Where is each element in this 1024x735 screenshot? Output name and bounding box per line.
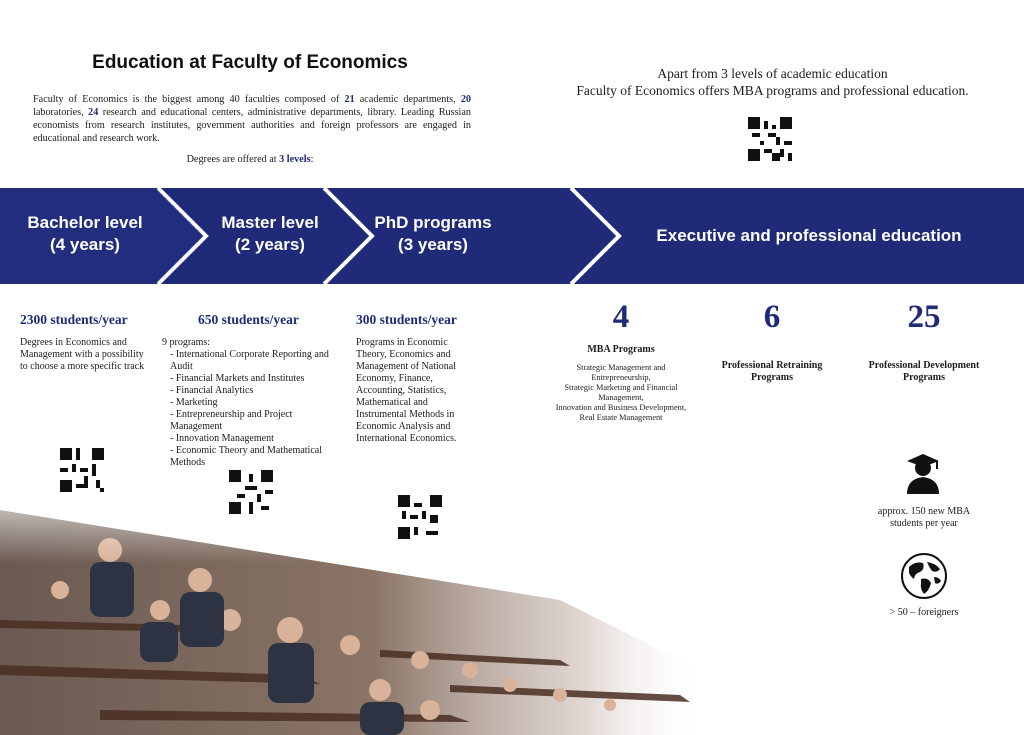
laboratories-count: 20: [460, 94, 471, 105]
apart-text: Apart from 3 levels of academic education Faculty of Economics offers MBA programs and professional education.: [576, 66, 969, 98]
list-item: - Financial Analytics: [170, 385, 254, 396]
list-item: Strategic Management and Entrepreneurship,: [576, 363, 666, 382]
graduate-icon: [903, 452, 943, 494]
foreigners-stat: > 50 – foreigners: [889, 607, 959, 618]
intro-paragraph: Faculty of Economics is the biggest among 40 faculties composed of 21 academic departments, 20 laboratories, 24 research and educational centers, administrative departments, library. Leading Russian economists from research institutes, government authorities and foreign professors are engaged in educational and research work.: [33, 94, 471, 144]
master-programs: 9 programs: - International Corporate Reporting and Audit - Financial Markets and Institutes - Financial Analytics - Marketing - Entrepreneurship and Project Management - Innovation Management - Economic Theory and Mathematical Methods: [162, 337, 334, 469]
page-title: Education at Faculty of Economics: [92, 52, 408, 73]
qr-code-icon[interactable]: [398, 495, 442, 539]
list-item: Innovation and Business Development,: [555, 403, 687, 412]
levels-banner: [0, 188, 1024, 284]
list-item: - Entrepreneurship and Project Management: [170, 409, 293, 432]
bachelor-level[interactable]: Bachelor level (4 years): [27, 213, 143, 254]
mba-students-stat: approx. 150 new MBA students per year: [877, 506, 971, 529]
phd-desc: Programs in Economic Theory, Economics and Management of National Economy, Finance, Accounting, Statistics, Mathematical and Instrumental Methods in Economic Analysis and International Economics.: [356, 337, 457, 444]
list-item: - Marketing: [170, 397, 218, 408]
executive-education[interactable]: Executive and professional education: [656, 226, 962, 245]
master-count: 650 students/year: [198, 312, 299, 327]
retraining-number: 6: [763, 299, 781, 335]
qr-code-icon[interactable]: [229, 470, 273, 514]
list-item: - Innovation Management: [170, 433, 274, 444]
master-level[interactable]: Master level (2 years): [221, 213, 319, 254]
departments-count: 21: [344, 94, 355, 105]
mba-number: 4: [612, 299, 630, 335]
list-item: - Economic Theory and Mathematical Methods: [170, 445, 322, 468]
development-label: Professional Development Programs: [868, 360, 980, 383]
list-item: Strategic Marketing and Financial Management,: [564, 383, 678, 402]
list-item: Real Estate Management: [579, 413, 663, 422]
list-item: - International Corporate Reporting and Audit: [170, 349, 329, 372]
bachelor-count: 2300 students/year: [20, 312, 128, 327]
mba-list: [552, 363, 690, 423]
phd-level[interactable]: PhD programs (3 years): [374, 213, 492, 254]
degrees-line: Degrees are offered at 3 levels:: [186, 154, 314, 165]
qr-code-icon[interactable]: [60, 448, 104, 492]
development-number: 25: [907, 299, 941, 335]
mba-label: MBA Programs: [587, 344, 655, 355]
qr-code-icon[interactable]: [748, 117, 792, 161]
globe-icon: [901, 553, 947, 599]
list-item: - Financial Markets and Institutes: [170, 373, 305, 384]
retraining-label: Professional Retraining Programs: [721, 360, 823, 383]
bachelor-desc: Degrees in Economics and Management with a possibility to choose a more specific track: [20, 337, 145, 372]
centers-count: 24: [88, 107, 99, 118]
phd-count: 300 students/year: [356, 312, 457, 327]
